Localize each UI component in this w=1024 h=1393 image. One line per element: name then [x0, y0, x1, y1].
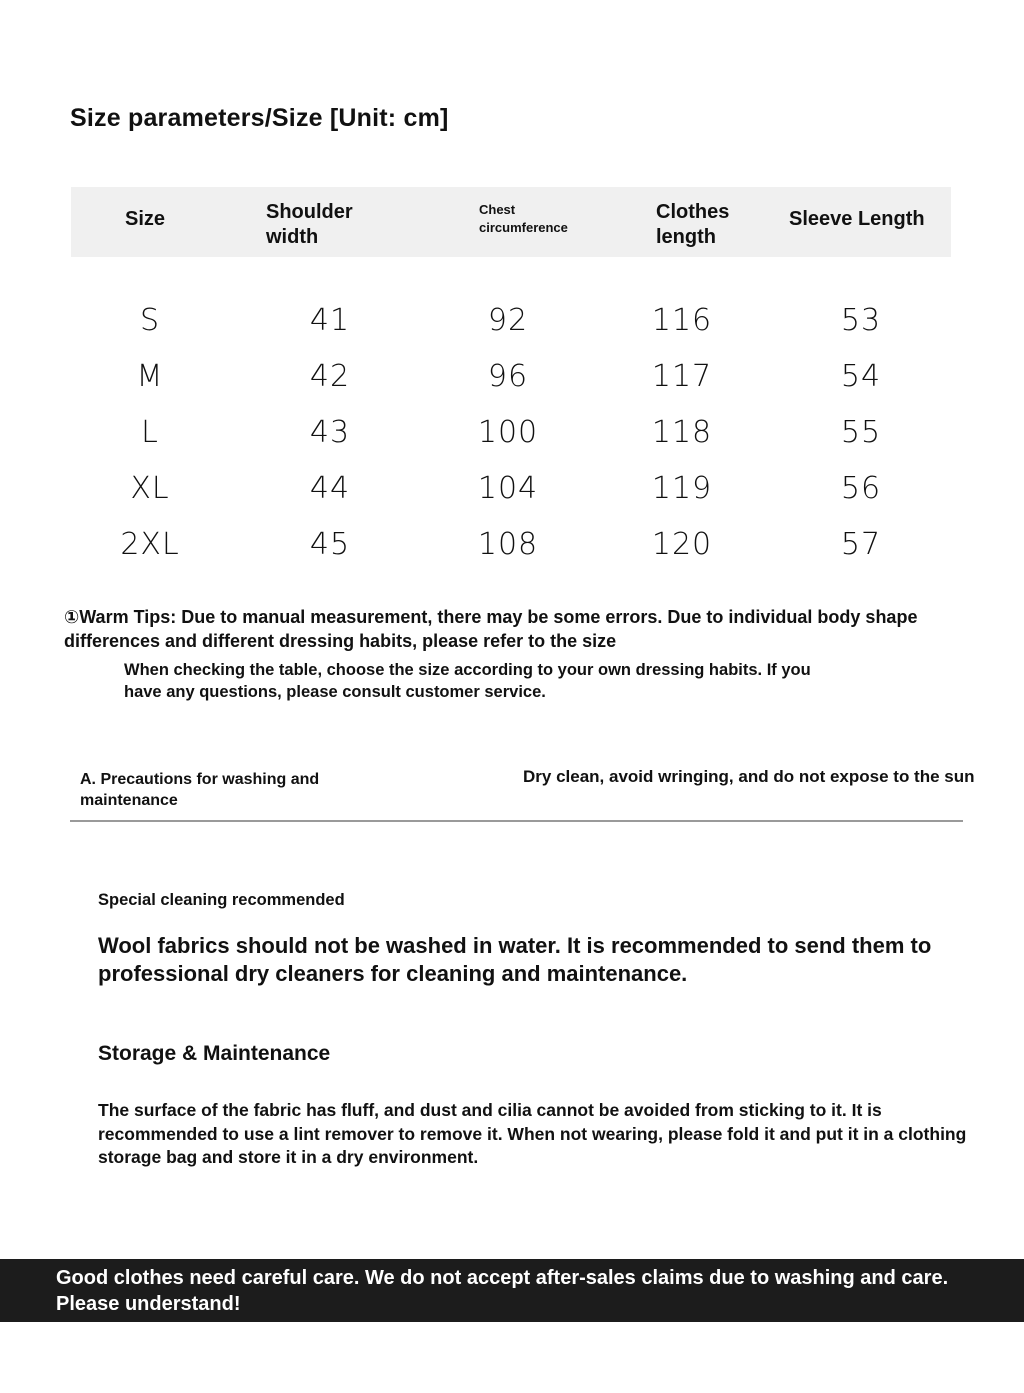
- header-chest-line1: Chest: [479, 202, 516, 217]
- washing-precautions-value: Dry clean, avoid wringing, and do not expose to the sun: [523, 767, 975, 786]
- table-row: [0, 469, 1024, 509]
- header-shoulder-line1: Shoulder: [266, 201, 353, 223]
- special-cleaning-text: Wool fabrics should not be washed in water. It is recommended to send them to professional dry cleaners for cleaning and maintenance.: [98, 933, 932, 986]
- cell-size: S: [139, 303, 161, 338]
- cell-chest: 92: [487, 303, 529, 338]
- cell-sleeve: 56: [840, 471, 882, 506]
- cell-length: 119: [651, 471, 713, 506]
- table-row: [0, 357, 1024, 397]
- cell-chest: 108: [477, 527, 539, 562]
- cell-sleeve: 53: [840, 303, 882, 338]
- header-shoulder-line2: width: [266, 226, 319, 248]
- cell-sleeve: 57: [840, 527, 882, 562]
- header-clothes-length: [656, 200, 729, 250]
- cell-shoulder: 41: [309, 303, 351, 338]
- warm-tips-continued: When checking the table, choose the size according to your own dressing habits. If you have any questions, please consult customer service.: [124, 661, 811, 701]
- cell-size: 2XL: [120, 527, 180, 562]
- header-size: Size: [125, 208, 166, 230]
- cell-chest: 100: [477, 415, 539, 450]
- table-row: [0, 525, 1024, 565]
- cell-sleeve: 55: [840, 415, 882, 450]
- header-chest-circumference: [479, 201, 568, 237]
- cell-shoulder: 43: [309, 415, 351, 450]
- cell-shoulder: 42: [309, 359, 351, 394]
- table-row: [0, 413, 1024, 453]
- storage-text: The surface of the fabric has fluff, and dust and cilia cannot be avoided from sticking to it. It is recommended to use a lint remover to remove it. When not wearing, please fold it and put it in a clothing storage bag and store it in a dry environment.: [98, 1100, 967, 1167]
- cell-shoulder: 44: [309, 471, 351, 506]
- cell-chest: 96: [487, 359, 529, 394]
- special-cleaning-label: Special cleaning recommended: [98, 891, 345, 909]
- cell-size: XL: [130, 471, 170, 506]
- footer-text: Good clothes need careful care. We do not accept after-sales claims due to washing and care. Please understand!: [56, 1267, 949, 1315]
- header-clothes-line2: length: [656, 226, 716, 248]
- storage-heading: Storage & Maintenance: [98, 1042, 331, 1065]
- cell-size: L: [141, 415, 159, 450]
- cell-length: 120: [651, 527, 713, 562]
- cell-shoulder: 45: [309, 527, 351, 562]
- warm-tips: ①Warm Tips: Due to manual measurement, there may be some errors. Due to individual body shape differences and different dressing habits, please refer to the size: [64, 607, 918, 651]
- cell-length: 116: [651, 303, 713, 338]
- cell-size: M: [136, 359, 164, 394]
- cell-chest: 104: [477, 471, 539, 506]
- header-sleeve-length: Sleeve Length: [789, 208, 925, 230]
- cell-length: 117: [651, 359, 713, 394]
- header-clothes-line1: Clothes: [656, 201, 730, 223]
- header-shoulder-width: [266, 200, 353, 250]
- header-chest-line2: circumference: [479, 220, 568, 235]
- table-row: [0, 301, 1024, 341]
- page-title: Size parameters/Size [Unit: cm]: [70, 104, 449, 132]
- cell-length: 118: [651, 415, 713, 450]
- washing-precautions-label: A. Precautions for washing and maintenance: [80, 771, 320, 809]
- divider: [70, 820, 963, 822]
- cell-sleeve: 54: [840, 359, 882, 394]
